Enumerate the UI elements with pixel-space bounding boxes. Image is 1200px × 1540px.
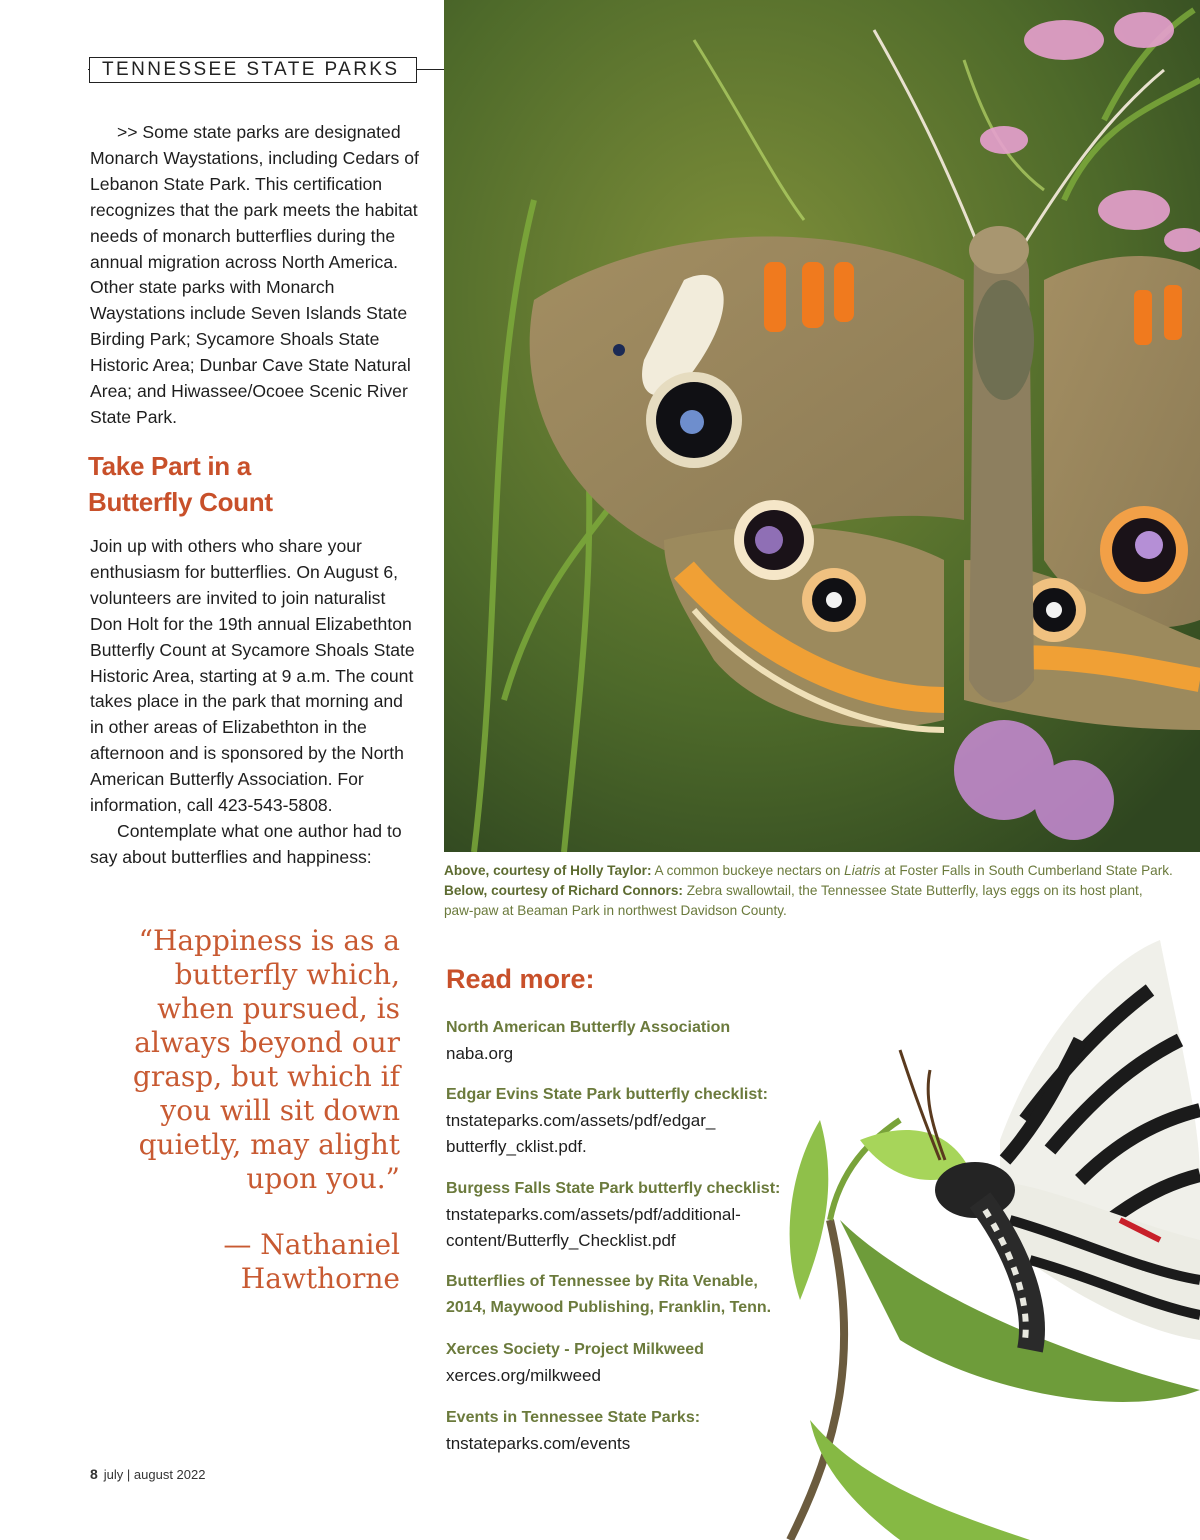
caption-above-italic: Liatris <box>844 863 881 878</box>
heading-line-1: Take Part in a <box>88 451 251 481</box>
resource-item <box>446 1269 786 1321</box>
resource-item <box>446 1015 806 1067</box>
intro-text-block <box>90 120 420 431</box>
section-paragraph-1: Join up with others who share your enthusiasm for butterflies. On August 6, volunteers are invited to join naturalist Don Holt for the 19th annual Elizabethton Butterfly Count at Sycamore Shoals State Historic Area, starting at 9 a.m. The count takes place in the park that morning and in other areas of Elizabethton in the afternoon and is sponsored by the North American Butterfly Association. For information, call 423-543-5808. <box>90 536 415 816</box>
caption-below-label: Below, courtesy of Richard Connors: <box>444 883 683 898</box>
resource-title: Butterflies of Tennessee by Rita Venable, 2014, Maywood Publishing, Franklin, Tenn. <box>446 1273 772 1316</box>
resource-title: North American Butterfly Association <box>446 1019 731 1036</box>
page-footer <box>90 1466 205 1482</box>
resource-link[interactable]: tnstateparks.com/assets/pdf/additional-content/Butterfly_Checklist.pdf <box>446 1205 741 1250</box>
read-more-title: Read more: <box>446 964 595 994</box>
buckeye-photo <box>444 0 1200 852</box>
section-paragraph-2: Contemplate what one author had to say about butterflies and happiness: <box>90 820 402 867</box>
caption-above-text-2: at Foster Falls in South Cumberland State Park. <box>880 863 1173 878</box>
resource-item <box>446 1176 786 1254</box>
resource-item <box>446 1082 768 1160</box>
issue-date: july | august 2022 <box>103 1467 206 1482</box>
resource-title: Burgess Falls State Park butterfly checklist: <box>446 1180 781 1197</box>
caption-below-text: Zebra swallowtail, the Tennessee State Butterfly, lays eggs on its host plant, paw-paw at Beaman Park in northwest Davidson County. <box>444 883 1143 918</box>
resource-title: Edgar Evins State Park butterfly checklist: <box>446 1086 768 1103</box>
resource-item <box>446 1337 806 1389</box>
heading-line-2: Butterfly Count <box>88 487 273 517</box>
intro-paragraph: >> Some state parks are designated Monarch Waystations, including Cedars of Lebanon State Park. This certification recognizes that the park meets the habitat needs of monarch butterflies during the annual migration across North America. Other state parks with Monarch Waystations include Seven Islands State Birding Park; Sycamore Shoals State Historic Area; Dunbar Cave State Natural Area; and Hiwassee/Ocoee Scenic River State Park. <box>90 122 419 427</box>
resource-link[interactable]: xerces.org/milkweed <box>446 1366 601 1385</box>
page-number: 8 <box>90 1466 98 1482</box>
pull-quote: “Happiness is as a butterfly which, when pursued, is always beyond our grasp, but which if you will sit down quietly, may alight upon you.” <box>132 924 400 1195</box>
caption-above-label: Above, courtesy of Holly Taylor: <box>444 863 652 878</box>
resource-title: Xerces Society - Project Milkweed <box>446 1341 704 1358</box>
quote-attribution: — Nathaniel Hawthorne <box>223 1228 400 1295</box>
caption-above-text-1: A common buckeye nectars on <box>651 863 845 878</box>
resource-item <box>446 1405 806 1457</box>
section-text-block <box>90 534 420 871</box>
resource-link[interactable]: tnstateparks.com/events <box>446 1434 631 1453</box>
section-heading <box>88 448 418 520</box>
photo-caption <box>444 861 1174 921</box>
resource-link[interactable]: naba.org <box>446 1044 514 1063</box>
resource-title: Events in Tennessee State Parks: <box>446 1409 701 1426</box>
zebra-swallowtail-photo <box>780 920 1200 1540</box>
resource-link[interactable]: tnstateparks.com/assets/pdf/edgar_ butterfly_cklist.pdf. <box>446 1111 716 1156</box>
section-header: TENNESSEE STATE PARKS <box>89 57 417 83</box>
